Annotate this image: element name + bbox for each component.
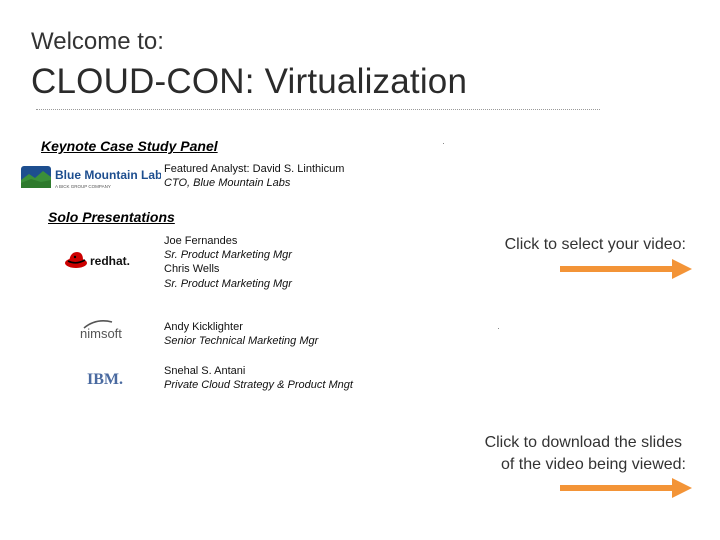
presenter-name: Snehal S. Antani	[164, 365, 246, 377]
page-title: CLOUD-CON: Virtualization	[31, 62, 468, 101]
nimsoft-logo-text: nimsoft	[80, 326, 122, 341]
mountain-icon	[21, 164, 161, 192]
presenter-name: Chris Wells	[164, 263, 220, 275]
solo-heading: Solo Presentations	[48, 209, 175, 225]
presenter-role: Senior Technical Marketing Mgr	[164, 335, 319, 347]
keynote-presenter-name: Featured Analyst: David S. Linthicum	[164, 163, 345, 175]
keynote-heading: Keynote Case Study Panel	[41, 138, 218, 154]
blue-mountain-labs-logo	[21, 164, 161, 192]
presenter-role: Sr. Product Marketing Mgr	[164, 278, 292, 290]
redhat-shadowman-icon	[65, 252, 87, 268]
right-arrow-icon[interactable]	[558, 477, 694, 501]
presenter-name: Joe Fernandes	[164, 235, 238, 247]
redhat-logo-text: redhat.	[90, 254, 131, 268]
welcome-text: Welcome to:	[31, 28, 164, 55]
download-slides-label-line1[interactable]: Click to download the slides	[484, 434, 682, 451]
download-slides-label-line2[interactable]: of the video being viewed:	[500, 456, 686, 473]
right-arrow-icon[interactable]	[558, 258, 694, 282]
ibm-logo-text: IBM.	[87, 371, 123, 388]
nimsoft-logo	[78, 318, 140, 344]
bml-logo-subtext: A BICK GROUP COMPANY	[55, 184, 111, 189]
decorative-dot	[443, 143, 444, 144]
select-video-arrow[interactable]	[558, 258, 694, 287]
ibm-logo	[86, 368, 134, 388]
title-divider	[36, 109, 600, 110]
select-video-label[interactable]: Click to select your video:	[504, 236, 686, 253]
redhat-logo	[64, 249, 136, 271]
download-slides-arrow[interactable]	[558, 477, 694, 506]
decorative-dot	[498, 328, 499, 329]
presenter-role: Sr. Product Marketing Mgr	[164, 249, 292, 261]
presenter-role: Private Cloud Strategy & Product Mngt	[164, 379, 353, 391]
keynote-presenter-role: CTO, Blue Mountain Labs	[164, 177, 291, 189]
presenter-name: Andy Kicklighter	[164, 321, 243, 333]
bml-logo-text: Blue Mountain Labs	[55, 168, 161, 182]
